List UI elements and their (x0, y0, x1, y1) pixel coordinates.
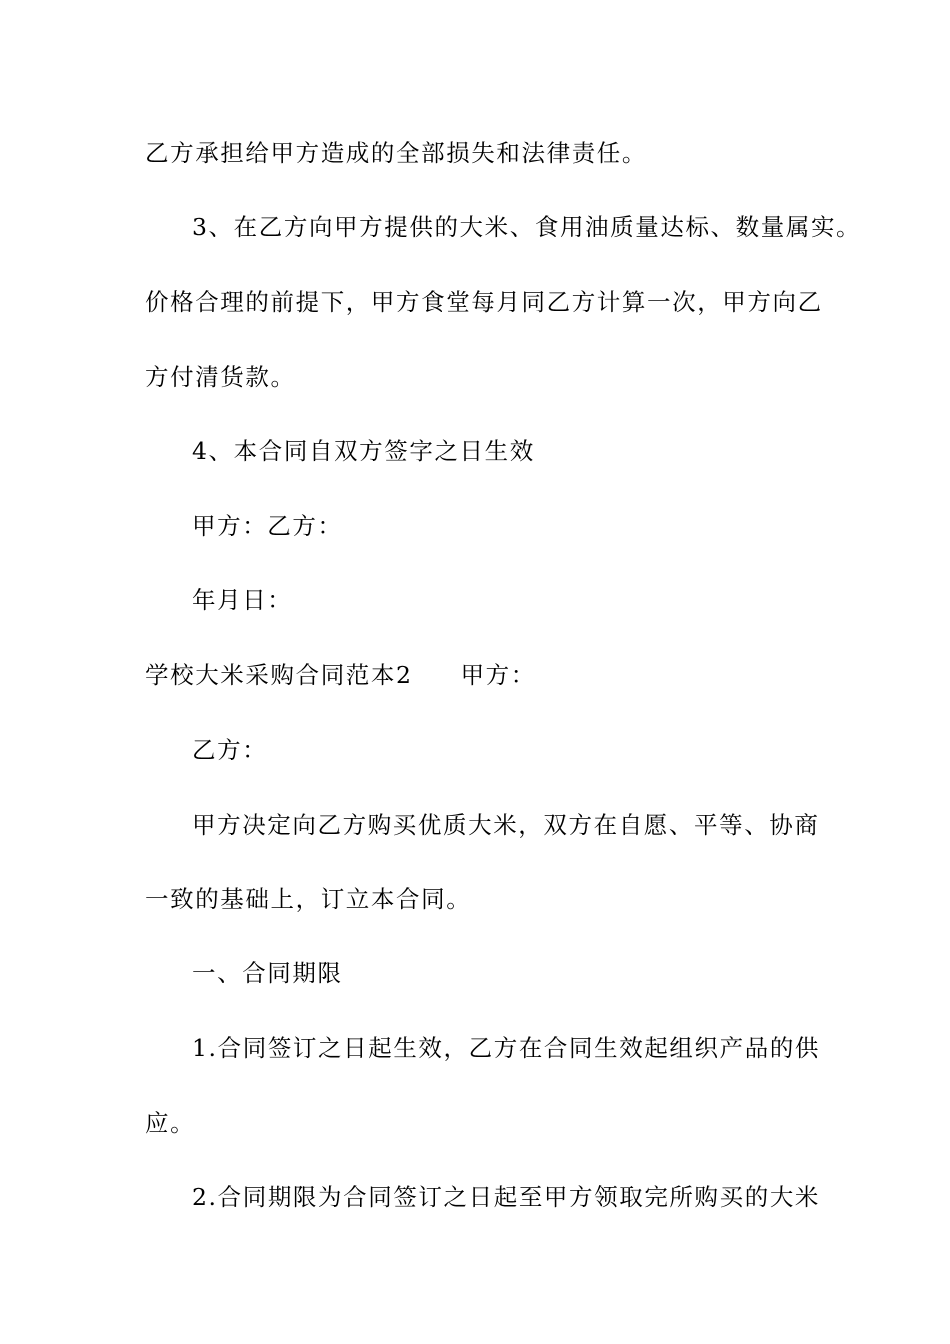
paragraph-line: 甲方决定向乙方购买优质大米，双方在自愿、平等、协商 (192, 811, 820, 839)
paragraph-line: 一致的基础上，订立本合同。 (145, 885, 472, 913)
paragraph-line: 方付清货款。 (145, 363, 296, 391)
section-heading: 一、合同期限 (192, 959, 343, 987)
party-b-label: 乙方： (192, 736, 268, 764)
paragraph-line: 1.合同签订之日起生效，乙方在合同生效起组织产品的供 (192, 1034, 821, 1062)
signature-line: 甲方：乙方： (192, 512, 343, 540)
paragraph-line: 应。 (145, 1109, 196, 1137)
paragraph-line: 2.合同期限为合同签订之日起至甲方领取完所购买的大米 (192, 1183, 821, 1211)
paragraph-line: 3、在乙方向甲方提供的大米、食用油质量达标、数量属实。 (192, 213, 862, 241)
paragraph-line: 价格合理的前提下，甲方食堂每月同乙方计算一次，甲方向乙 (145, 288, 823, 316)
date-line: 年月日： (192, 586, 293, 614)
section-title: 学校大米采购合同范本2 (145, 661, 413, 689)
party-a-label: 甲方： (460, 661, 536, 689)
paragraph-line: 4、本合同自双方签字之日生效 (192, 437, 535, 465)
section-title-line (145, 660, 536, 690)
paragraph-line: 乙方承担给甲方造成的全部损失和法律责任。 (145, 139, 647, 167)
